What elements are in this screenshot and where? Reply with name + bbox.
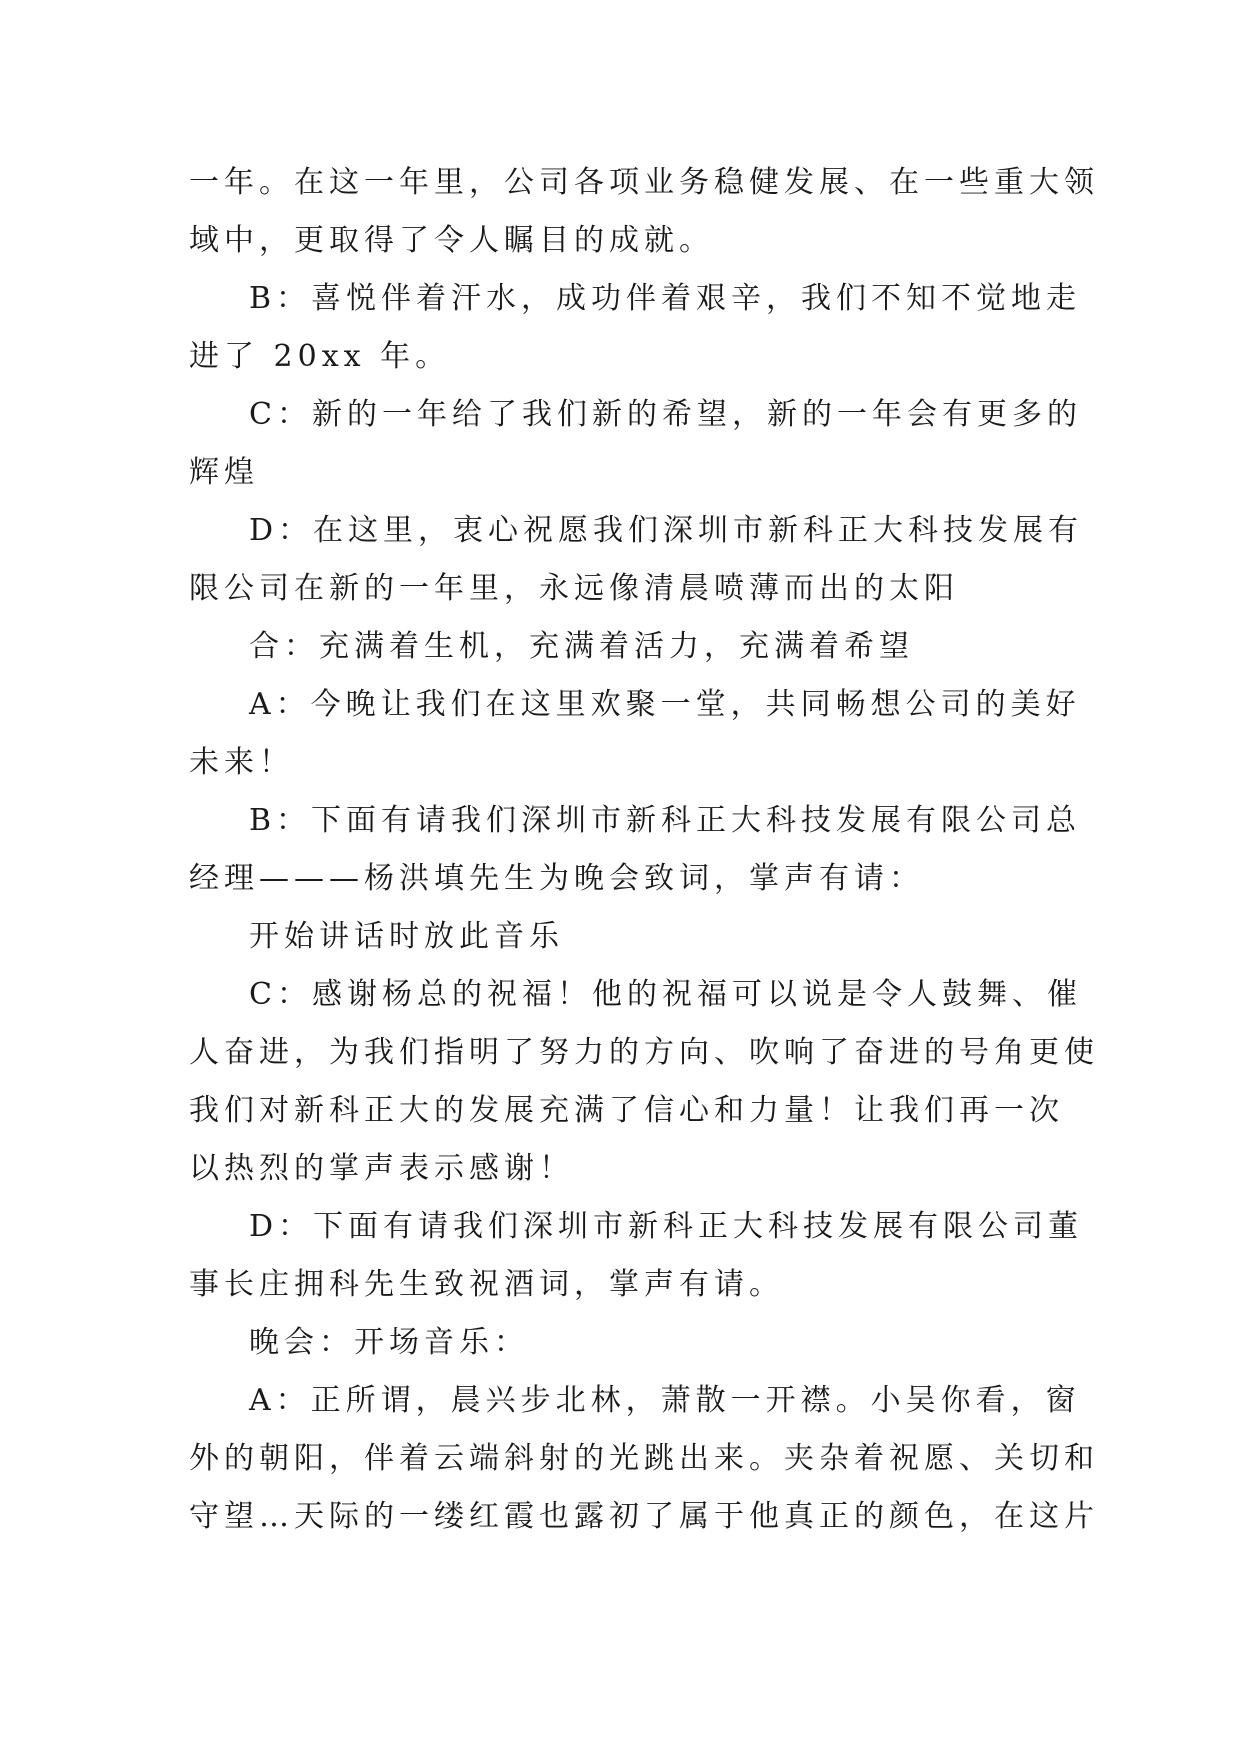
document-body [189,154,1099,1546]
text-line: 事长庄拥科先生致祝酒词，掌声有请。 [189,1267,784,1302]
text-line: D：在这里，衷心祝愿我们深圳市新科正大科技发展有 [249,513,1084,548]
text-line: 守望…天际的一缕红霞也露初了属于他真正的颜色，在这片 [189,1499,1099,1534]
text-line: 晚会：开场音乐： [249,1325,529,1360]
text-line: A：正所谓，晨兴步北林，萧散一开襟。小吴你看，窗 [249,1383,1081,1418]
text-line: 外的朝阳，伴着云端斜射的光跳出来。夹杂着祝愿、关切和 [189,1441,1099,1476]
text-line: A：今晚让我们在这里欢聚一堂，共同畅想公司的美好 [249,687,1081,722]
text-line: 进了 20xx 年。 [189,339,451,374]
text-line: B：喜悦伴着汗水，成功伴着艰辛，我们不知不觉地走 [249,281,1082,316]
text-line: 经理———杨洪填先生为晚会致词，掌声有请： [189,861,924,896]
text-line: 域中，更取得了令人瞩目的成就。 [189,223,714,258]
text-line: 开始讲话时放此音乐 [249,919,564,954]
text-line: 未来！ [189,745,294,780]
text-line: 人奋进，为我们指明了努力的方向、吹响了奋进的号角更使 [189,1035,1099,1070]
text-line: 辉煌 [189,455,259,490]
text-line: C：感谢杨总的祝福！他的祝福可以说是令人鼓舞、催 [249,977,1082,1012]
text-line: C：新的一年给了我们新的希望，新的一年会有更多的 [249,397,1082,432]
text-line: 合：充满着生机，充满着活力，充满着希望 [249,629,914,664]
text-line: D：下面有请我们深圳市新科正大科技发展有限公司董 [249,1209,1084,1244]
text-line: 限公司在新的一年里，永远像清晨喷薄而出的太阳 [189,571,959,606]
text-line: 我们对新科正大的发展充满了信心和力量！让我们再一次 [189,1093,1064,1128]
text-line: 一年。在这一年里，公司各项业务稳健发展、在一些重大领 [189,165,1099,200]
text-line: 以热烈的掌声表示感谢！ [189,1151,574,1186]
text-line: B：下面有请我们深圳市新科正大科技发展有限公司总 [249,803,1082,838]
